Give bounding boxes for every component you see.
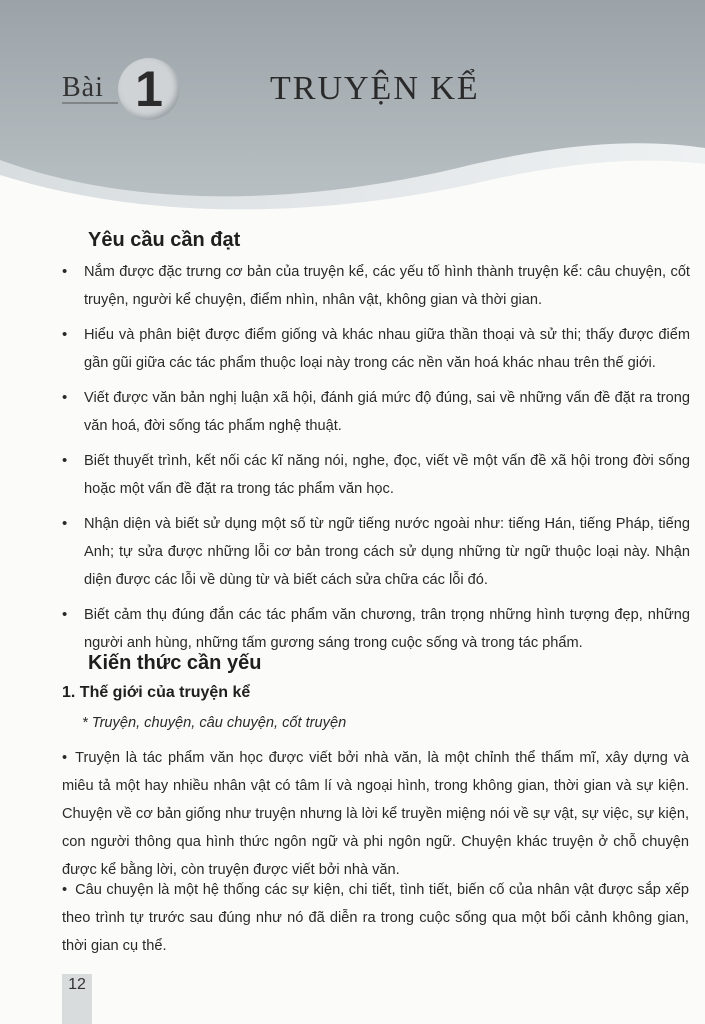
lesson-number-badge — [118, 58, 180, 120]
list-item: • Biết cảm thụ đúng đắn các tác phẩm văn chương, trân trọng những hình tượng đẹp, những người anh hùng, những tấm gương sáng trong cuộc sống và trong tác phẩm. — [60, 601, 690, 657]
list-item: • Nhận diện và biết sử dụng một số từ ngữ tiếng nước ngoài như: tiếng Hán, tiếng Pháp, tiếng Anh; tự sửa được những lỗi cơ bản trong cách sử dụng những từ ngữ thuộc loại này. Nhận diện được các lỗi về dùng từ và biết cách sửa chữa các lỗi đó. — [60, 510, 690, 594]
page-number-tab — [62, 974, 92, 1024]
subsubsection-heading: * Truyện, chuyện, câu chuyện, cốt truyện — [82, 715, 347, 731]
paragraph: • Câu chuyện là một hệ thống các sự kiện, chi tiết, tình tiết, biến cố của nhân vật được sắp xếp theo trình tự trước sau đúng như nó đã diễn ra trong cuộc sống qua một bối cảnh không gian, thời gian cụ thể. — [62, 882, 689, 954]
list-item: • Viết được văn bản nghị luận xã hội, đánh giá mức độ đúng, sai về những vấn đề đặt ra trong văn hoá, đời sống tác phẩm nghệ thuật. — [60, 384, 690, 440]
subsection-heading: 1. Thế giới của truyện kể — [62, 684, 251, 701]
paragraph-text: Câu chuyện là một hệ thống các sự kiện, chi tiết, tình tiết, biến cố của nhân vật được sắp xếp theo trình tự trước sau đúng như nó đã diễn ra trong cuộc sống qua một bối cảnh không gian, thời gian cụ thể. — [62, 882, 689, 954]
lesson-label: Bài — [62, 72, 104, 103]
section-heading-knowledge: Kiến thức cần yếu — [88, 652, 262, 674]
paragraph-text: Truyện là tác phẩm văn học được viết bởi nhà văn, là một chỉnh thể thẩm mĩ, xây dựng và miêu tả một hay nhiều nhân vật có tâm lí và ngoại hình, trong không gian, thời gian và sự kiện. Chuyện về cơ bản giống như truyện nhưng là lời kể truyền miệng nói về sự vật, sự việc, sự kiện, con người thông qua hình thức ngôn ngữ và phi ngôn ngữ. Chuyện khác truyện ở chỗ chuyện được kể bằng lời, còn truyện được viết bởi nhà văn. — [62, 750, 689, 878]
requirements-list — [60, 258, 690, 664]
chapter-banner — [0, 0, 705, 215]
list-item: • Nắm được đặc trưng cơ bản của truyện kể, các yếu tố hình thành truyện kể: câu chuyện, cốt truyện, người kể chuyện, điểm nhìn, nhân vật, không gian và thời gian. — [60, 258, 690, 314]
list-item: • Biết thuyết trình, kết nối các kĩ năng nói, nghe, đọc, viết về một vấn đề xã hội trong đời sống hoặc một vấn đề đặt ra trong tác phẩm văn học. — [60, 447, 690, 503]
chapter-title: TRUYỆN KỂ — [270, 70, 480, 107]
list-item: • Hiểu và phân biệt được điểm giống và khác nhau giữa thần thoại và sử thi; thấy được điểm gần gũi giữa các tác phẩm thuộc loại này trong các nền văn hoá khác nhau trên thế giới. — [60, 321, 690, 377]
paragraph: • Truyện là tác phẩm văn học được viết bởi nhà văn, là một chỉnh thể thẩm mĩ, xây dựng và miêu tả một hay nhiều nhân vật có tâm lí và ngoại hình, trong không gian, thời gian và sự kiện. Chuyện về cơ bản giống như truyện nhưng là lời kể truyền miệng nói về sự vật, sự việc, sự kiện, con người thông qua hình thức ngôn ngữ và phi ngôn ngữ. Chuyện khác truyện ở chỗ chuyện được kể bằng lời, còn truyện được viết bởi nhà văn. — [62, 750, 689, 878]
page-number: 12 — [68, 976, 86, 993]
section-heading-requirements: Yêu cầu cần đạt — [88, 229, 241, 251]
lesson-number: 1 — [135, 61, 163, 117]
